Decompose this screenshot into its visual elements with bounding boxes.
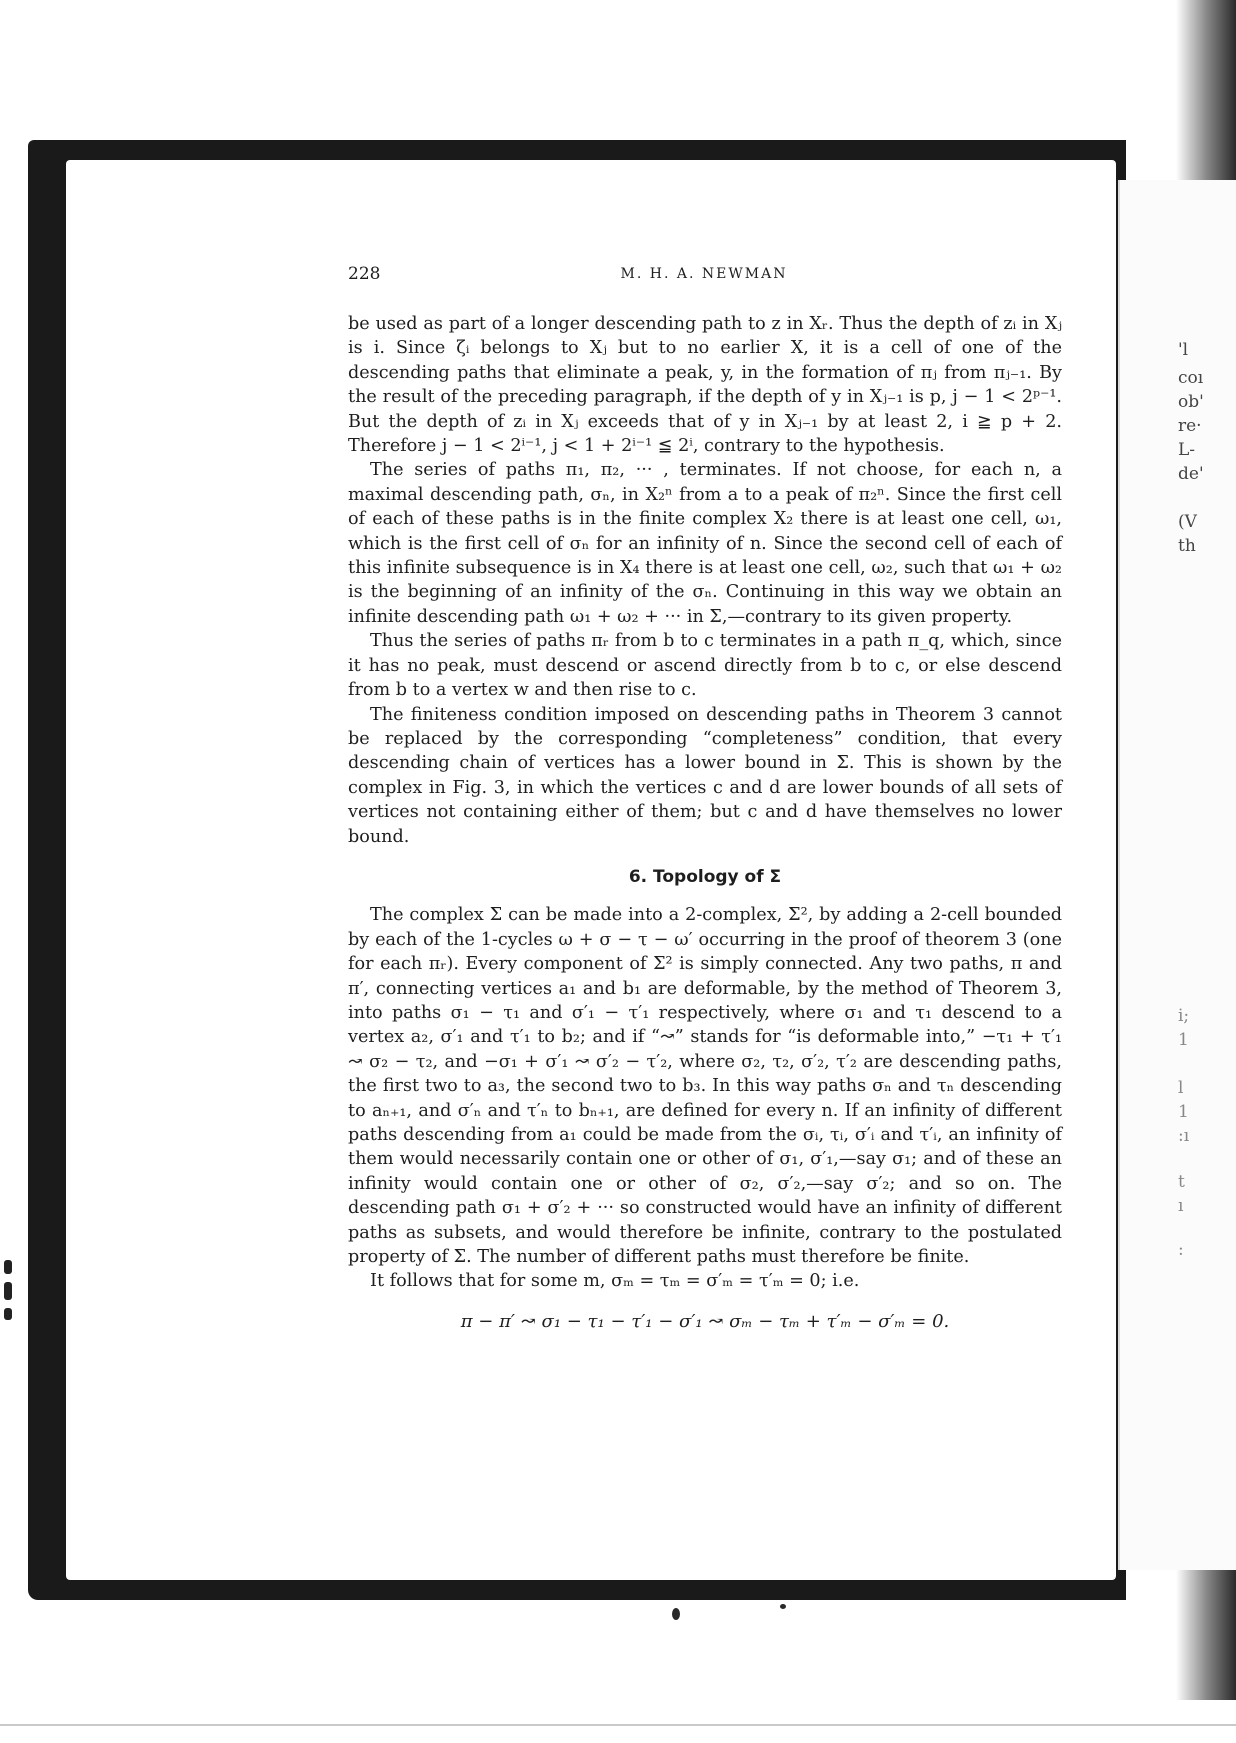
ink-speck bbox=[780, 1604, 786, 1609]
margin-fragment: l bbox=[1178, 1078, 1184, 1098]
section-heading: 6. Topology of Σ bbox=[628, 866, 782, 887]
display-equation: π − π′ ↝ σ₁ − τ₁ − τ′₁ − σ′₁ ↝ σₘ − τₘ + τ′ₘ − σ′ₘ = 0. bbox=[460, 1310, 950, 1332]
margin-fragment: ı bbox=[1178, 1196, 1184, 1216]
paragraph: The finiteness condition imposed on descending paths in Theorem 3 cannot be replaced by the corresponding “completeness” condition, that every descending chain of vertices has a lower bound in Σ. This is shown by the complex in Fig. 3, in which the vertices c and d are lower bounds of all sets of vertices not containing either of them; but c and d have themselves no lower bound. bbox=[348, 704, 1062, 847]
margin-fragment: : bbox=[1178, 1240, 1184, 1260]
scan-bottom-edge bbox=[0, 1724, 1236, 1726]
margin-fragment: re· bbox=[1178, 416, 1202, 436]
margin-fragment: de' bbox=[1178, 464, 1204, 484]
margin-fragment: coı bbox=[1178, 368, 1204, 388]
stitch-mark bbox=[4, 1282, 12, 1300]
paragraph: The series of paths π₁, π₂, ··· , terminates. If not choose, for each n, a maximal descending path, σₙ, in X₂ⁿ from a to a peak of π₂ⁿ. Since the first cell of each of these paths is in the finite complex X₂ there is at least one cell, ω₁, which is the first cell of σₙ for an infinity of n. Since the second cell of each of this infinite subsequence is in X₄ there is at least one cell, ω₂, such that ω₁ + ω₂ is the beginning of an infinity of the σₙ. Continuing in this way we obtain an infinite descending path ω₁ + ω₂ + ··· in Σ,—contrary to its given property. bbox=[348, 460, 1062, 627]
margin-fragment: 'l bbox=[1178, 340, 1189, 360]
adjacent-page-edge bbox=[1118, 180, 1236, 1570]
margin-fragment: i; bbox=[1178, 1006, 1190, 1026]
stitch-mark bbox=[4, 1260, 12, 1274]
running-title: M. H. A. NEWMAN bbox=[620, 266, 788, 282]
paragraph: Thus the series of paths πᵣ from b to c terminates in a path π_q, which, since it has no peak, must descend or ascend directly from b to c, or else descend from b to a vertex w and then rise to c. bbox=[348, 631, 1062, 701]
paragraph: It follows that for some m, σₘ = τₘ = σ′ₘ = τ′ₘ = 0; i.e. bbox=[370, 1271, 860, 1292]
stitch-mark bbox=[4, 1308, 12, 1320]
ink-speck bbox=[672, 1608, 680, 1620]
margin-fragment: ob' bbox=[1178, 392, 1204, 412]
margin-fragment: t bbox=[1178, 1172, 1185, 1192]
margin-fragment: th bbox=[1178, 536, 1196, 556]
binding-shadow-bottom bbox=[1176, 1570, 1236, 1700]
paragraph: The complex Σ can be made into a 2-complex, Σ², by adding a 2-cell bounded by each of the 1-cycles ω + σ − τ − ω′ occurring in the proof of theorem 3 (one for each πᵣ). Every component of Σ² is simply connected. Any two paths, π and π′, connecting vertices a₁ and b₁ are deformable, by the method of Theorem 3, into paths σ₁ − τ₁ and σ′₁ − τ′₁ respectively, where σ₁ and τ₁ descend to a vertex a₂, σ′₁ and τ′₁ to b₂; and if “↝” stands for “is deformable into,” −τ₁ + τ′₁ ↝ σ₂ − τ₂, and −σ₁ + σ′₁ ↝ σ′₂ − τ′₂, where σ₂, τ₂, σ′₂, τ′₂ are descending paths, the first two to a₃, the second two to b₃. In this way paths σₙ and τₙ descending to aₙ₊₁, and σ′ₙ and τ′ₙ to bₙ₊₁, are defined for every n. If an infinity of different paths descending from a₁ could be made from the σᵢ, τᵢ, σ′ᵢ and τ′ᵢ, an infinity of them would necessarily contain one or other of σ₁, σ′₁,—say σ₁; and of these an infinity would contain one or other of σ₂, σ′₂,—say σ′₂; and so on. The descending path σ₁ + σ′₂ + ··· so constructed would have an infinity of different paths as subsets, and would therefore be infinite, contrary to the postulated property of Σ. The number of different paths must therefore be finite. bbox=[348, 905, 1062, 1268]
paragraph: be used as part of a longer descending path to z in Xᵣ. Thus the depth of zᵢ in Xⱼ is i. Since ζᵢ belongs to Xⱼ but to no earlier X, it is a cell of one of the descending paths that eliminate a peak, y, in the formation of πⱼ from πⱼ₋₁. By the result of the preceding paragraph, if the depth of y in Xⱼ₋₁ is p, j − 1 < 2ᵖ⁻¹. But the depth of zᵢ in Xⱼ exceeds that of y in Xⱼ₋₁ by at least 2, i ≧ p + 2. Therefore j − 1 < 2ⁱ⁻¹, j < 1 + 2ⁱ⁻¹ ≦ 2ⁱ, contrary to the hypothesis. bbox=[348, 314, 1062, 457]
margin-fragment: (V bbox=[1178, 512, 1197, 532]
margin-fragment: :ı bbox=[1178, 1126, 1190, 1146]
margin-fragment: 1 bbox=[1178, 1030, 1189, 1050]
margin-fragment: 1 bbox=[1178, 1102, 1189, 1122]
binding-stitches bbox=[0, 1260, 14, 1340]
body-text bbox=[348, 312, 1062, 1334]
margin-fragment: L- bbox=[1178, 440, 1196, 460]
page-number: 228 bbox=[348, 264, 381, 284]
